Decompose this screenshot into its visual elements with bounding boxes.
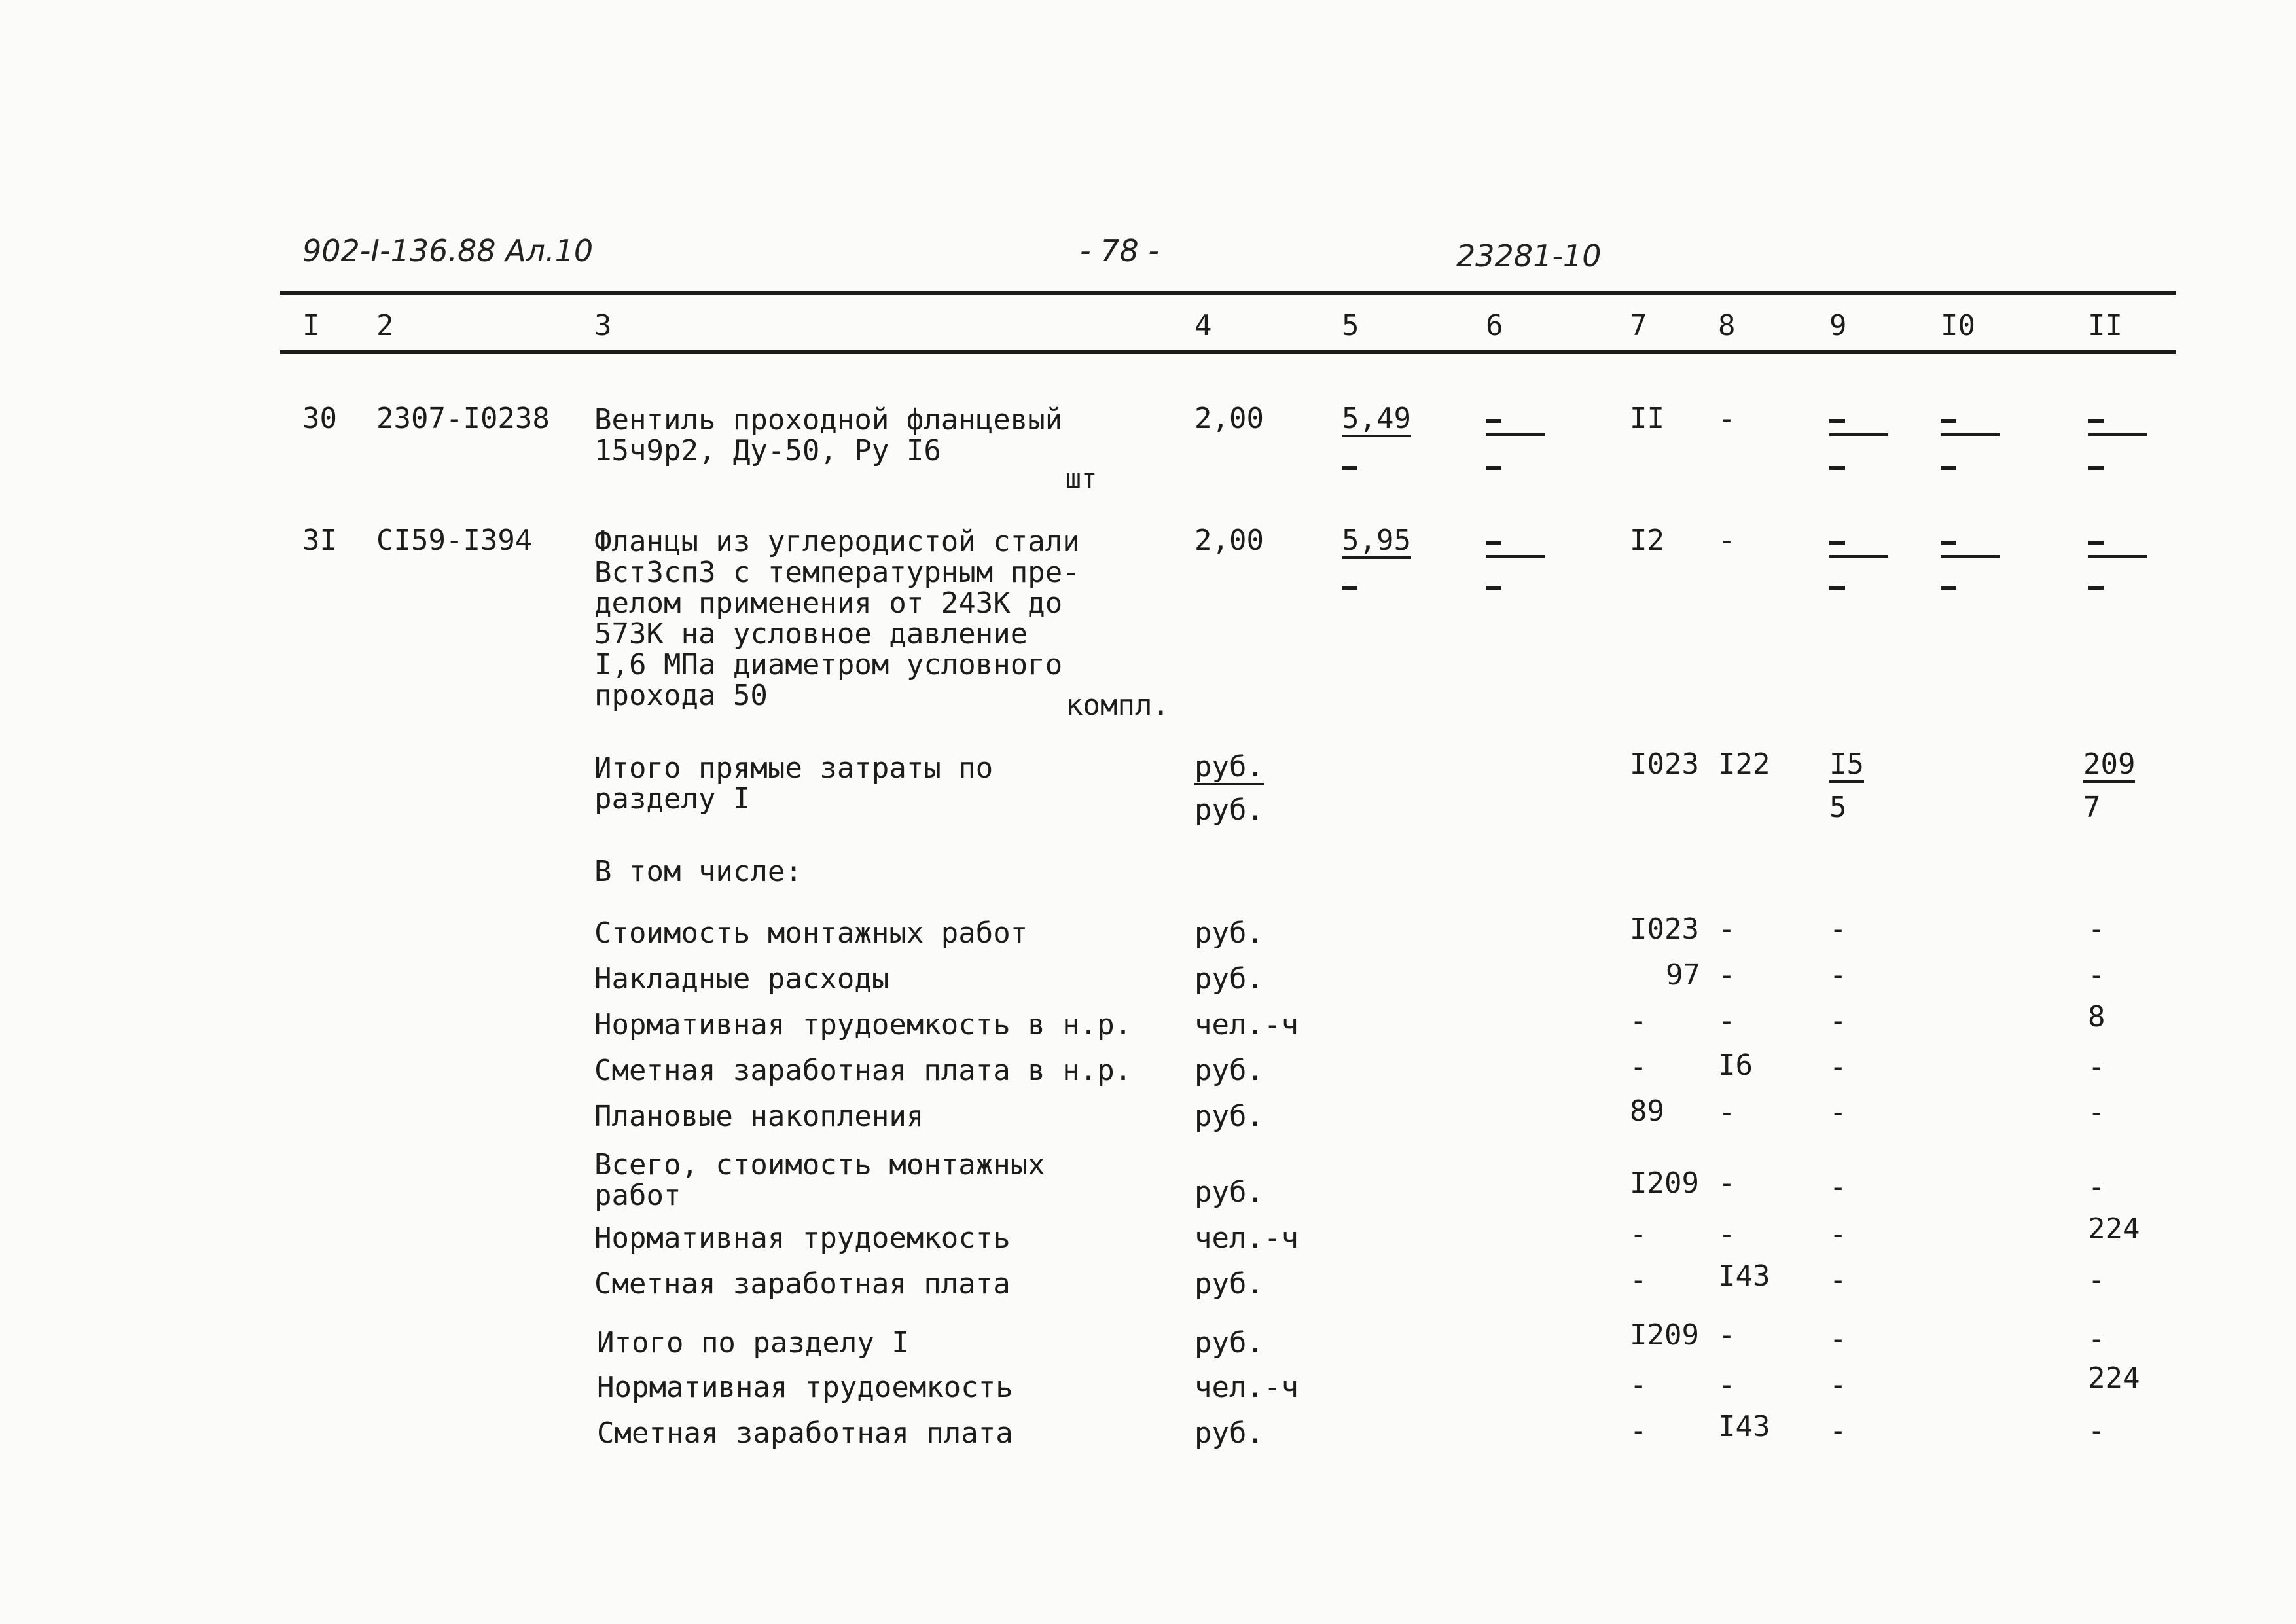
- item-price: 5,95: [1342, 526, 1411, 559]
- list-item-unit: руб.: [1194, 1267, 1264, 1301]
- label-line: Всего, стоимость монтажных: [594, 1148, 1045, 1182]
- totals-col7: I023: [1630, 748, 1699, 781]
- list-item-col7: I023: [1630, 912, 1699, 946]
- list-item-col9: -: [1829, 1414, 1847, 1447]
- list-item-unit: чел.-ч: [1194, 1371, 1299, 1404]
- desc-line: I,6 МПа диаметром условного: [594, 648, 1063, 681]
- list-item-label: Сметная заработная плата в н.р.: [594, 1054, 1132, 1087]
- list-item-col9: -: [1829, 1050, 1847, 1083]
- col-10-header: I0: [1941, 309, 1975, 342]
- col-2-header: 2: [376, 309, 394, 342]
- dash: [1941, 541, 1956, 545]
- list-item-label: Сметная заработная плата: [594, 1267, 1011, 1301]
- list-item-col11: 224: [2088, 1362, 2140, 1395]
- total-works-col8: -: [1718, 1166, 1736, 1200]
- list-item-col9: -: [1829, 912, 1847, 946]
- totals-label: [594, 753, 993, 814]
- list-item-col8: -: [1718, 1318, 1736, 1352]
- dash: [1342, 586, 1357, 590]
- item-col7: I2: [1630, 524, 1664, 557]
- list-item-col9: -: [1829, 1322, 1847, 1356]
- underline: [1829, 433, 1888, 436]
- list-item-label: Плановые накопления: [594, 1100, 924, 1133]
- col-7-header: 7: [1630, 309, 1647, 342]
- underline: [1941, 433, 2000, 436]
- list-item-label: Нормативная трудоемкость: [597, 1371, 1013, 1404]
- header-rule-top: [280, 291, 2176, 295]
- list-item-col8: -: [1718, 1218, 1736, 1251]
- list-item-unit: чел.-ч: [1194, 1008, 1299, 1041]
- dash: [1342, 466, 1357, 470]
- list-item-col9: -: [1829, 1368, 1847, 1401]
- list-item-label: Нормативная трудоемкость: [594, 1221, 1011, 1255]
- total-works-col7: I209: [1630, 1166, 1699, 1200]
- list-item-label: Сметная заработная плата: [597, 1416, 1013, 1450]
- underline: [1829, 555, 1888, 558]
- header-rule-bottom: [280, 350, 2176, 354]
- list-item-col8: I43: [1718, 1259, 1770, 1293]
- col-5-header: 5: [1342, 309, 1359, 342]
- list-item-unit: руб.: [1194, 1326, 1264, 1360]
- list-item-col11: -: [2088, 1050, 2106, 1083]
- dash: [2088, 466, 2104, 470]
- underline: [1941, 555, 2000, 558]
- dash: [1486, 586, 1501, 590]
- list-item-col9: -: [1829, 1096, 1847, 1129]
- dash: [2088, 419, 2104, 423]
- underline: [1486, 555, 1545, 558]
- underline: [1486, 433, 1545, 436]
- list-item-col11: -: [2088, 1096, 2106, 1129]
- totals-unit-top: руб.: [1194, 753, 1264, 785]
- list-item-col11: -: [2088, 1263, 2106, 1297]
- label-line: разделу I: [594, 782, 751, 816]
- list-item-col9: -: [1829, 1218, 1847, 1251]
- list-item-col8: -: [1718, 1368, 1736, 1401]
- list-item-unit: руб.: [1194, 962, 1264, 996]
- dash: [1486, 466, 1501, 470]
- col-4-header: 4: [1194, 309, 1212, 342]
- list-item-col11: 8: [2088, 1000, 2106, 1034]
- list-item-col9: -: [1829, 1263, 1847, 1297]
- list-item-col9: -: [1829, 958, 1847, 992]
- item-description: [594, 405, 1062, 466]
- list-item-col9: -: [1829, 1004, 1847, 1038]
- item-code: 2307-I0238: [376, 402, 550, 435]
- desc-line: Вентиль проходной фланцевый: [594, 403, 1063, 437]
- list-item-col7: -: [1630, 1414, 1647, 1447]
- item-description: [594, 526, 1080, 711]
- dash: [1829, 586, 1845, 590]
- total-works-col11: -: [2088, 1170, 2106, 1204]
- list-item-col7: 89: [1630, 1094, 1664, 1128]
- list-item-col11: 224: [2088, 1212, 2140, 1246]
- list-item-col7: -: [1630, 1218, 1647, 1251]
- totals-col11-top: 209: [2083, 750, 2135, 783]
- underline: [2088, 433, 2147, 436]
- item-col8: -: [1718, 524, 1736, 557]
- list-item-col8: I43: [1718, 1410, 1770, 1443]
- dash: [1829, 419, 1845, 423]
- dash: [1486, 419, 1501, 423]
- col-8-header: 8: [1718, 309, 1736, 342]
- item-col8: -: [1718, 402, 1736, 435]
- desc-line: ВстЗсп3 с температурным пре-: [594, 556, 1080, 589]
- totals-col9-bottom: 5: [1829, 791, 1847, 824]
- underline: [2088, 555, 2147, 558]
- dash: [2088, 541, 2104, 545]
- totals-col8: I22: [1718, 748, 1770, 781]
- label-line: работ: [594, 1179, 681, 1212]
- document-code: 902-I-136.88 Ал.10: [302, 233, 594, 268]
- list-item-col8: -: [1718, 912, 1736, 946]
- list-item-col11: -: [2088, 912, 2106, 946]
- item-code: CI59-I394: [376, 524, 533, 557]
- desc-line: 573К на условное давление: [594, 617, 1028, 651]
- list-item-col8: -: [1718, 958, 1736, 992]
- item-unit: компл.: [1066, 689, 1170, 722]
- item-price: 5,49: [1342, 405, 1411, 437]
- col-1-header: I: [302, 309, 320, 342]
- list-item-col7: -: [1630, 1050, 1647, 1083]
- dash: [2088, 586, 2104, 590]
- item-col7: II: [1630, 402, 1664, 435]
- list-item-unit: руб.: [1194, 1416, 1264, 1450]
- item-quantity: 2,00: [1194, 524, 1264, 557]
- list-item-unit: чел.-ч: [1194, 1221, 1299, 1255]
- label-line: Итого прямые затраты по: [594, 751, 994, 785]
- list-item-col7: -: [1630, 1368, 1647, 1401]
- dash: [1486, 541, 1501, 545]
- dash: [1829, 466, 1845, 470]
- list-item-col8: I6: [1718, 1049, 1753, 1082]
- item-number: 3I: [302, 524, 337, 557]
- list-item-col11: -: [2088, 958, 2106, 992]
- dash: [1941, 586, 1956, 590]
- list-item-col11: -: [2088, 1414, 2106, 1447]
- item-number: 30: [302, 402, 337, 435]
- col-11-header: II: [2088, 309, 2123, 342]
- col-9-header: 9: [1829, 309, 1847, 342]
- desc-line: Фланцы из углеродистой стали: [594, 525, 1080, 558]
- item-unit: шт: [1066, 464, 1098, 494]
- desc-line: 15ч9р2, Ду-50, Ру I6: [594, 434, 941, 467]
- total-works-col9: -: [1829, 1170, 1847, 1204]
- list-item-col7: -: [1630, 1263, 1647, 1297]
- dash: [1941, 466, 1956, 470]
- list-item-unit: руб.: [1194, 916, 1264, 950]
- list-item-unit: руб.: [1194, 1054, 1264, 1087]
- totals-col9-top: I5: [1829, 750, 1864, 783]
- list-item-col7: -: [1630, 1004, 1647, 1038]
- list-item-label: Стоимость монтажных работ: [594, 916, 1028, 950]
- dash: [1941, 419, 1956, 423]
- list-item-label: Накладные расходы: [594, 962, 889, 996]
- list-item-label: Итого по разделу I: [597, 1326, 909, 1360]
- col-3-header: 3: [594, 309, 612, 342]
- list-item-col11: -: [2088, 1322, 2106, 1356]
- dash: [1829, 541, 1845, 545]
- list-item-label: Нормативная трудоемкость в н.р.: [594, 1008, 1132, 1041]
- total-works-label: [594, 1149, 1045, 1211]
- list-item-col8: -: [1718, 1096, 1736, 1129]
- item-quantity: 2,00: [1194, 402, 1264, 435]
- including-label: В том числе:: [594, 855, 802, 888]
- col-6-header: 6: [1486, 309, 1503, 342]
- page-number: - 78 -: [1080, 233, 1159, 268]
- list-item-col8: -: [1718, 1004, 1736, 1038]
- list-item-unit: руб.: [1194, 1100, 1264, 1133]
- list-item-col7: I209: [1630, 1318, 1699, 1352]
- total-works-unit: руб.: [1194, 1176, 1264, 1209]
- totals-col11-bottom: 7: [2083, 791, 2101, 824]
- list-item-col7: 97: [1666, 958, 1700, 992]
- desc-line: прохода 50: [594, 679, 768, 712]
- document-number: 23281-10: [1456, 238, 1602, 274]
- desc-line: делом применения от 243К до: [594, 586, 1063, 620]
- totals-unit-bottom: руб.: [1194, 793, 1264, 827]
